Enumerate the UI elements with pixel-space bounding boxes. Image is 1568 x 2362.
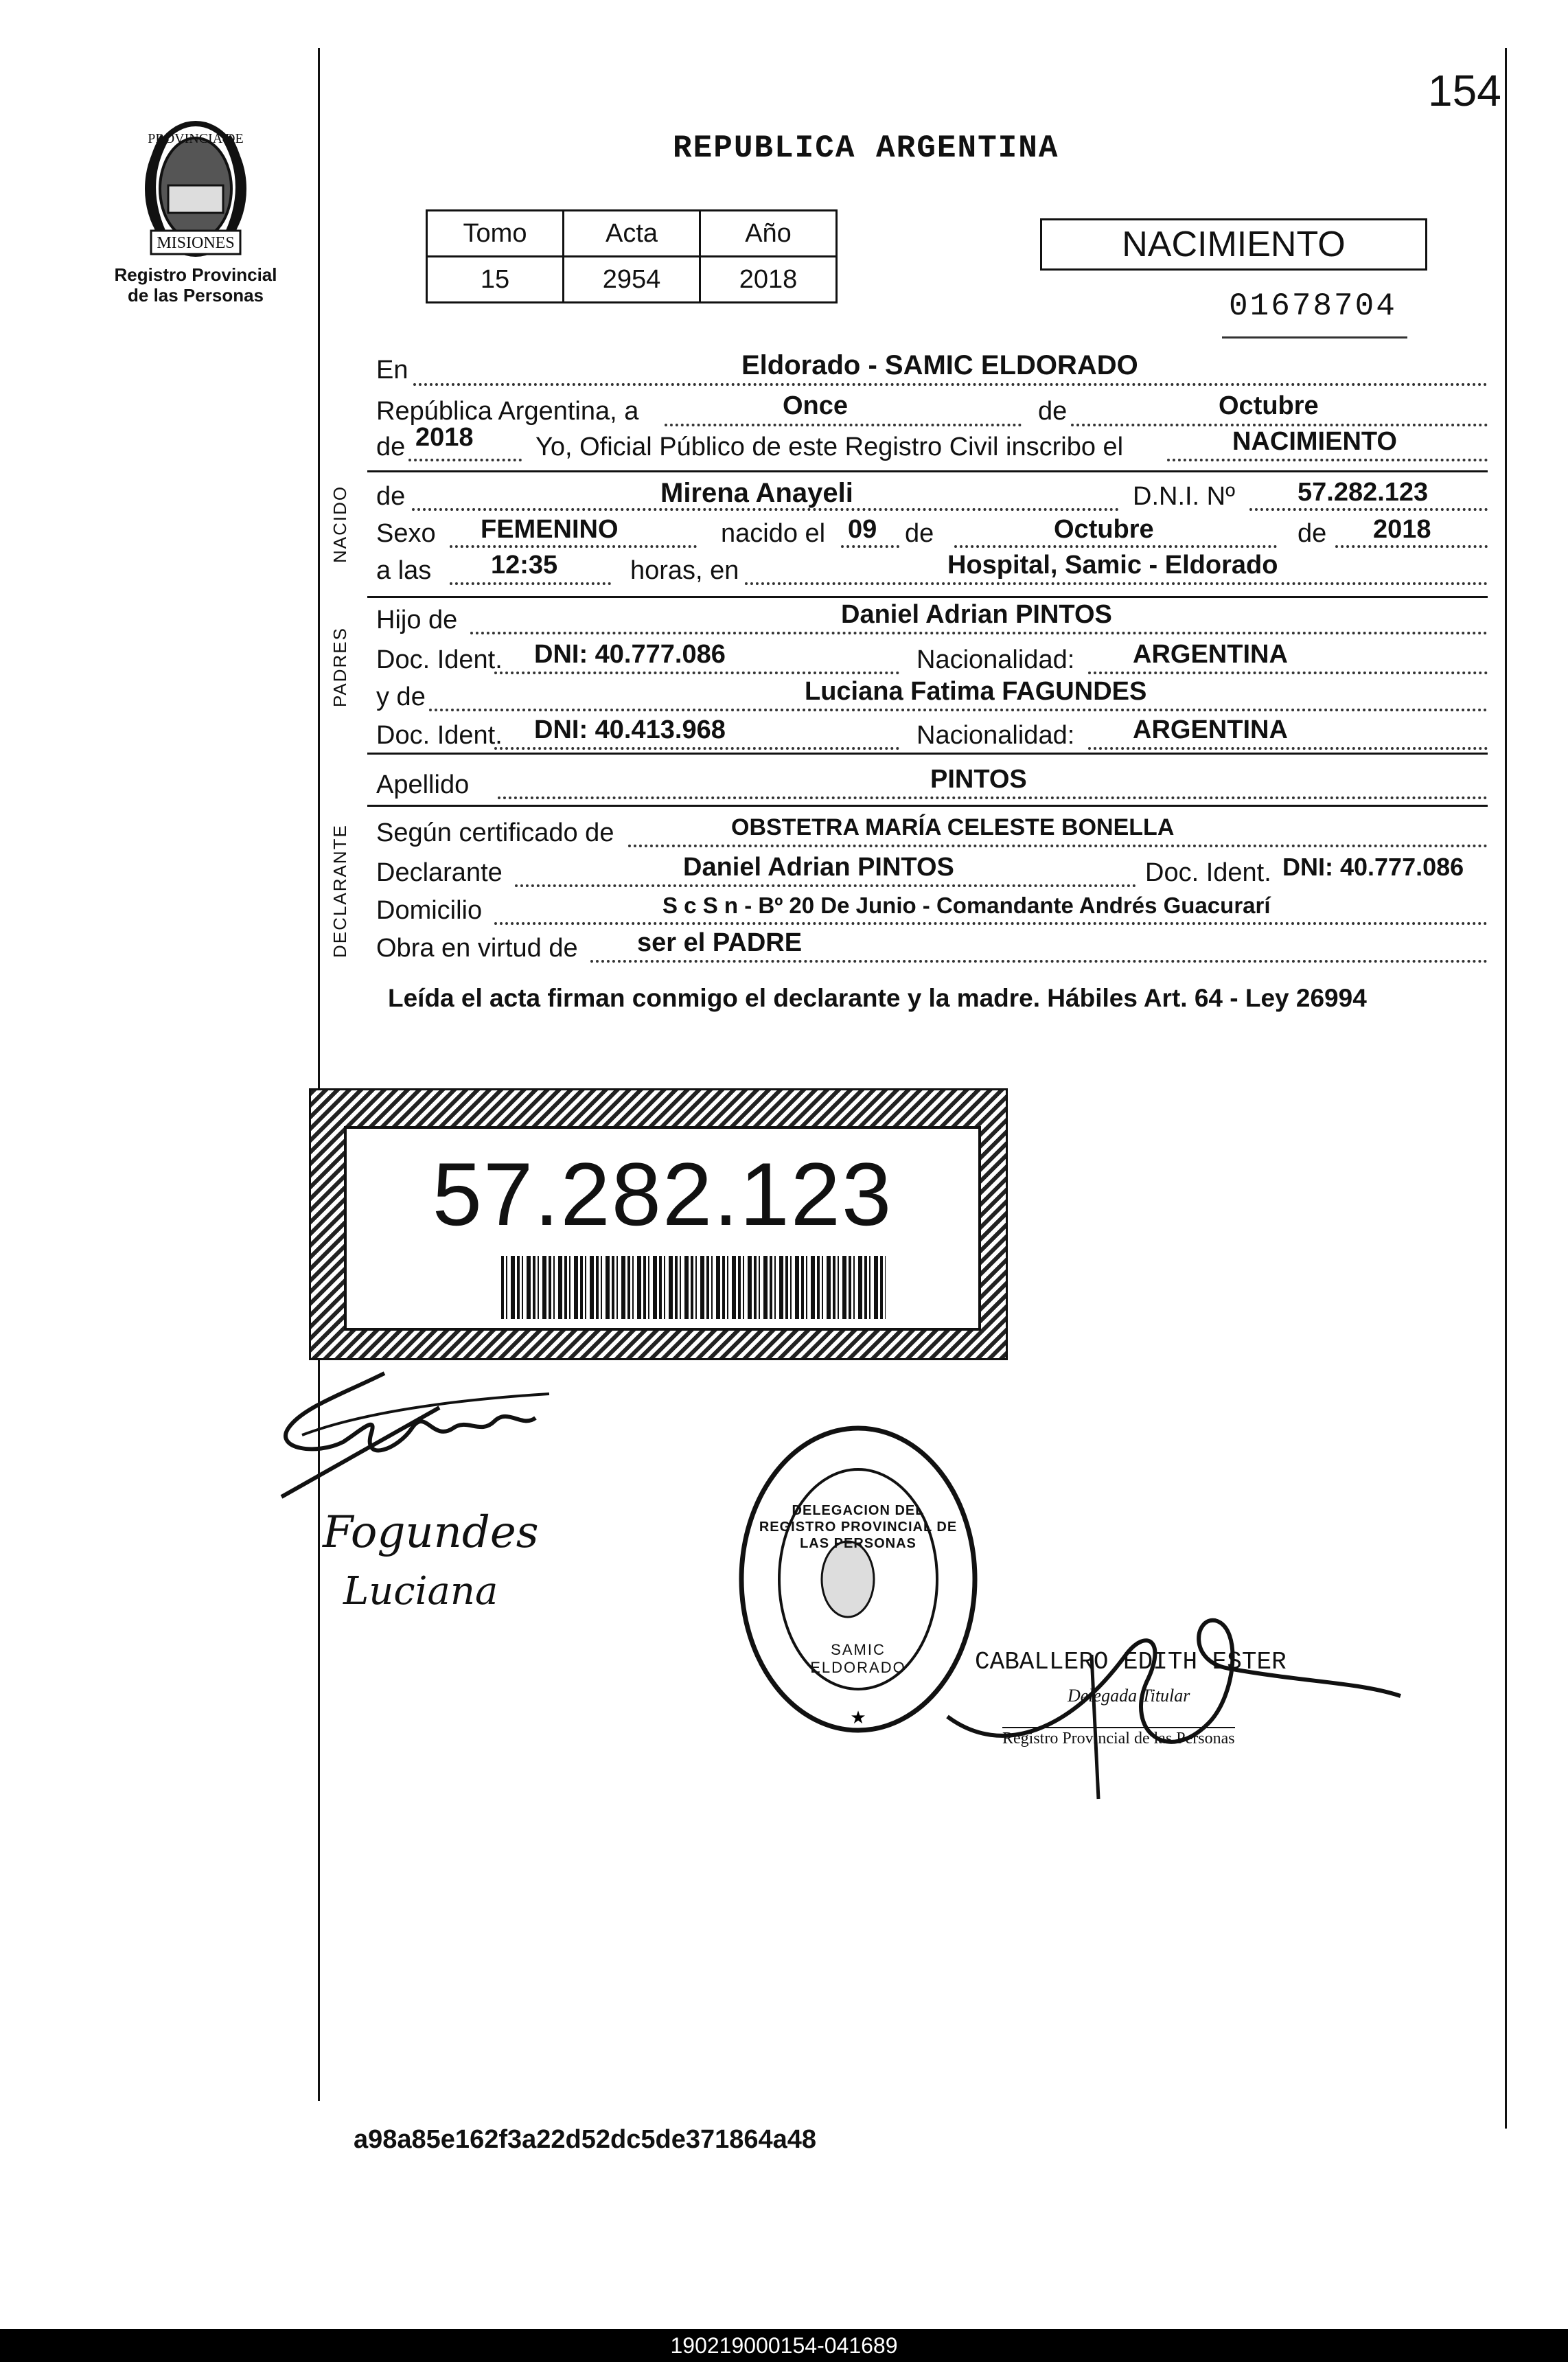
barcode-icon bbox=[501, 1256, 886, 1319]
hijo-label: Hijo de bbox=[376, 606, 458, 634]
dni-label: D.N.I. Nº bbox=[1133, 482, 1235, 511]
de-label: de bbox=[905, 519, 934, 548]
official-org: Registro Provincial de las Personas bbox=[1002, 1727, 1235, 1748]
nacionalidad-label: Nacionalidad: bbox=[916, 721, 1075, 750]
father-signature bbox=[261, 1353, 563, 1517]
official-name: CABALLERO EDITH ESTER bbox=[975, 1648, 1287, 1676]
section-label-declarante: DECLARANTE bbox=[330, 824, 350, 958]
table-cell: 15 bbox=[427, 257, 564, 303]
closing-note: Leída el acta firman conmigo el declarante y la madre. Hábiles Art. 64 - Ley 26994 bbox=[388, 984, 1367, 1012]
mother-nationality: ARGENTINA bbox=[1133, 715, 1288, 744]
apellido-label: Apellido bbox=[376, 770, 470, 799]
segun-label: Según certificado de bbox=[376, 818, 614, 847]
apellido-value: PINTOS bbox=[930, 765, 1027, 794]
mother-signature-2: Luciana bbox=[343, 1569, 498, 1614]
republica-label: República Argentina, a bbox=[376, 397, 639, 426]
left-margin-line bbox=[318, 48, 320, 2101]
a-las-label: a las bbox=[376, 556, 432, 585]
footer-code: 190219000154-041689 bbox=[670, 2332, 898, 2358]
table-header: Tomo bbox=[427, 211, 564, 257]
de-label: de bbox=[376, 482, 406, 511]
footer-bar bbox=[0, 2329, 1568, 2362]
page-number: 154 bbox=[1428, 66, 1501, 115]
nacido-label: nacido el bbox=[721, 519, 826, 548]
inscribo-label: Yo, Oficial Público de este Registro Civil inscribo el bbox=[535, 433, 1124, 461]
de-label: de bbox=[1298, 519, 1327, 548]
official-role: Delegada Titular bbox=[1068, 1686, 1190, 1706]
month-value: Octubre bbox=[1219, 391, 1319, 420]
dni-sticker-number: 57.282.123 bbox=[432, 1144, 893, 1244]
record-table bbox=[426, 209, 838, 303]
doc-label: Doc. Ident. bbox=[1145, 858, 1271, 887]
section-label-nacido: NACIDO bbox=[330, 485, 350, 563]
page-title: REPUBLICA ARGENTINA bbox=[673, 130, 1059, 166]
birth-place: Hospital, Samic - Eldorado bbox=[947, 551, 1278, 580]
svg-text:PROVINCIA DE: PROVINCIA DE bbox=[148, 131, 244, 146]
year-value: 2018 bbox=[415, 423, 474, 452]
event-value: NACIMIENTO bbox=[1232, 427, 1397, 456]
de-label: de bbox=[376, 433, 406, 461]
provincial-seal bbox=[124, 110, 268, 268]
declarante-label: Declarante bbox=[376, 858, 503, 887]
svg-text:★: ★ bbox=[850, 1707, 866, 1728]
birth-day: 09 bbox=[848, 515, 877, 544]
record-type-box bbox=[1040, 218, 1427, 271]
place-value: Eldorado - SAMIC ELDORADO bbox=[741, 350, 1138, 380]
declarante-doc: DNI: 40.777.086 bbox=[1282, 853, 1464, 881]
yde-label: y de bbox=[376, 683, 426, 711]
misiones-emblem-icon bbox=[124, 110, 268, 268]
mother-doc: DNI: 40.413.968 bbox=[534, 715, 726, 744]
serial-number: 01678704 bbox=[1229, 288, 1397, 324]
obra-value: ser el PADRE bbox=[637, 928, 803, 957]
birth-year: 2018 bbox=[1373, 515, 1431, 544]
right-margin-line bbox=[1505, 48, 1507, 2129]
nacionalidad-label: Nacionalidad: bbox=[916, 645, 1075, 674]
father-name: Daniel Adrian PINTOS bbox=[841, 600, 1112, 629]
svg-text:MISIONES: MISIONES bbox=[157, 234, 235, 252]
domicilio-value: S c S n - Bº 20 De Junio - Comandante Andrés Guacurarí bbox=[662, 893, 1271, 918]
mother-name: Luciana Fatima FAGUNDES bbox=[805, 677, 1147, 706]
en-label: En bbox=[376, 356, 408, 385]
father-doc: DNI: 40.777.086 bbox=[534, 640, 726, 669]
de-label: de bbox=[1038, 397, 1068, 426]
serial-underline bbox=[1222, 336, 1407, 339]
sexo-label: Sexo bbox=[376, 519, 436, 548]
day-value: Once bbox=[783, 391, 849, 420]
stamp-inner-text: SAMIC ELDORADO bbox=[810, 1641, 906, 1676]
doc-label: Doc. Ident. bbox=[376, 645, 503, 674]
birth-time: 12:35 bbox=[491, 551, 558, 580]
table-cell: 2954 bbox=[564, 257, 700, 303]
doc-label: Doc. Ident. bbox=[376, 721, 503, 750]
declarante-value: Daniel Adrian PINTOS bbox=[683, 853, 954, 882]
father-nationality: ARGENTINA bbox=[1133, 640, 1288, 669]
certificado-value: OBSTETRA MARÍA CELESTE BONELLA bbox=[731, 814, 1175, 840]
domicilio-label: Domicilio bbox=[376, 896, 483, 925]
child-name: Mirena Anayeli bbox=[660, 478, 853, 508]
document-hash: a98a85e162f3a22d52dc5de371864a48 bbox=[354, 2125, 817, 2154]
section-label-padres: PADRES bbox=[330, 627, 350, 707]
mother-signature-1: Fogundes bbox=[323, 1507, 539, 1558]
table-header: Año bbox=[700, 211, 837, 257]
child-dni: 57.282.123 bbox=[1298, 478, 1429, 507]
stamp-ring-text: DELEGACION DEL REGISTRO PROVINCIAL DE LAS PERSONAS bbox=[759, 1503, 958, 1551]
dni-sticker-card bbox=[344, 1126, 981, 1331]
dni-sticker bbox=[309, 1088, 1008, 1360]
obra-label: Obra en virtud de bbox=[376, 934, 578, 963]
birth-month: Octubre bbox=[1054, 515, 1154, 544]
table-cell: 2018 bbox=[700, 257, 837, 303]
seal-label: Registro Provincial de las Personas bbox=[114, 264, 277, 306]
table-header: Acta bbox=[564, 211, 700, 257]
record-type: NACIMIENTO bbox=[1122, 225, 1346, 264]
sexo-value: FEMENINO bbox=[481, 515, 619, 544]
signature-scribble-icon bbox=[261, 1353, 563, 1517]
horas-label: horas, en bbox=[630, 556, 739, 585]
